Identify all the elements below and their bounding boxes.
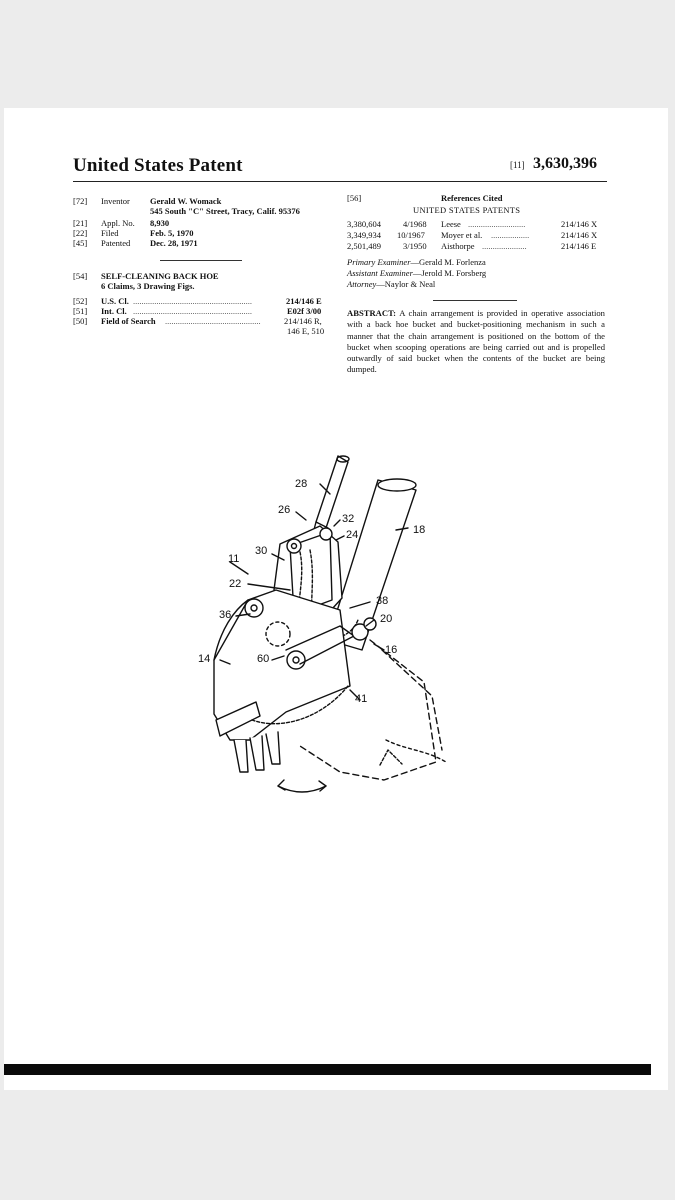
backhoe-drawing	[190, 450, 480, 800]
ref-date: 3/1950	[403, 241, 427, 251]
ref-class: 214/146 X	[561, 219, 598, 229]
ref-class: 214/146 E	[561, 241, 597, 251]
figure-label: 24	[346, 529, 359, 541]
field-label: Field of Search	[101, 316, 156, 326]
patented-value: Dec. 28, 1971	[150, 238, 198, 248]
primary-examiner: Primary Examiner—Gerald M. Forlenza	[347, 257, 486, 267]
ref-number: 3,380,604	[347, 219, 381, 229]
figure-label: 18	[413, 524, 426, 536]
patent-number-tag: [11]	[510, 160, 525, 170]
ref-date: 4/1968	[403, 219, 427, 229]
figure-label: 20	[380, 613, 393, 625]
uscl-tag: [52]	[73, 296, 88, 306]
figure-label: 16	[385, 644, 398, 656]
ref-leader: ...........................	[468, 219, 526, 229]
patented-label: Patented	[101, 238, 131, 248]
figure-label: 41	[355, 693, 368, 705]
figure-label: 26	[278, 504, 291, 516]
patent-title: United States Patent	[73, 155, 243, 176]
ref-number: 2,501,489	[347, 241, 381, 251]
field-leader: .............................................	[165, 316, 261, 326]
field-value-1: 214/146 R,	[284, 316, 322, 326]
inventor-name: Gerald W. Womack	[150, 196, 222, 206]
appl-value: 8,930	[150, 218, 170, 228]
ref-number: 3,349,934	[347, 230, 381, 240]
inventor-tag: [72]	[73, 196, 88, 206]
ref-leader: .....................	[482, 241, 527, 251]
figure-label: 14	[198, 653, 211, 665]
bottom-bar	[4, 1064, 651, 1075]
appl-label: Appl. No.	[101, 218, 135, 228]
header-rule	[73, 181, 607, 182]
figure-label: 22	[229, 578, 242, 590]
ref-name: Aisthorpe	[441, 241, 475, 251]
figure-label: 38	[376, 595, 389, 607]
appl-tag: [21]	[73, 218, 88, 228]
ref-date: 10/1967	[397, 230, 425, 240]
intcl-value: E02f 3/00	[287, 306, 322, 316]
uscl-leader: ........................................................	[133, 296, 252, 306]
figure-label: 28	[295, 478, 308, 490]
abstract-label: ABSTRACT:	[347, 308, 397, 318]
right-divider	[433, 300, 517, 301]
attorney: Attorney—Naylor & Neal	[347, 279, 436, 289]
field-tag: [50]	[73, 316, 88, 326]
filed-label: Filed	[101, 228, 119, 238]
title-tag: [54]	[73, 271, 88, 281]
filed-tag: [22]	[73, 228, 88, 238]
uscl-label: U.S. Cl.	[101, 296, 129, 306]
assistant-examiner: Assistant Examiner—Jerold M. Forsberg	[347, 268, 487, 278]
invention-title: SELF-CLEANING BACK HOE	[101, 271, 219, 281]
references-heading: References Cited	[441, 193, 503, 203]
references-tag: [56]	[347, 193, 362, 203]
claims-count: 6 Claims, 3 Drawing Figs.	[101, 281, 195, 291]
inventor-label: Inventor	[101, 196, 130, 206]
ref-class: 214/146 X	[561, 230, 598, 240]
ref-name: Leese	[441, 219, 461, 229]
inventor-address: 545 South "C" Street, Tracy, Calif. 95376	[150, 206, 300, 216]
patent-number: 3,630,396	[533, 155, 597, 172]
figure-label: 60	[257, 653, 270, 665]
figure-label: 30	[255, 545, 268, 557]
ref-name: Moyer et al.	[441, 230, 483, 240]
figure-label: 32	[342, 513, 355, 525]
left-divider	[160, 260, 242, 261]
references-subheading: UNITED STATES PATENTS	[413, 205, 521, 215]
field-value-2: 146 E, 510	[287, 326, 325, 336]
patented-tag: [45]	[73, 238, 88, 248]
figure-label: 36	[219, 609, 232, 621]
intcl-tag: [51]	[73, 306, 88, 316]
filed-value: Feb. 5, 1970	[150, 228, 194, 238]
abstract	[347, 308, 605, 376]
abstract-text: A chain arrangement is provided in operative association with a back hoe bucket and bucket-positioning mechanism in such a manner that the chain arrangement is positioned on the bottom of the bucket when scooping operations are being carried out and is propelled outwardly of said bucket when the contents of the bucket are being dumped.	[347, 308, 605, 375]
intcl-leader: ........................................................	[133, 306, 252, 316]
ref-leader: ..................	[491, 230, 530, 240]
intcl-label: Int. Cl.	[101, 306, 127, 316]
uscl-value: 214/146 E	[286, 296, 322, 306]
figure-label: 11	[228, 553, 240, 565]
